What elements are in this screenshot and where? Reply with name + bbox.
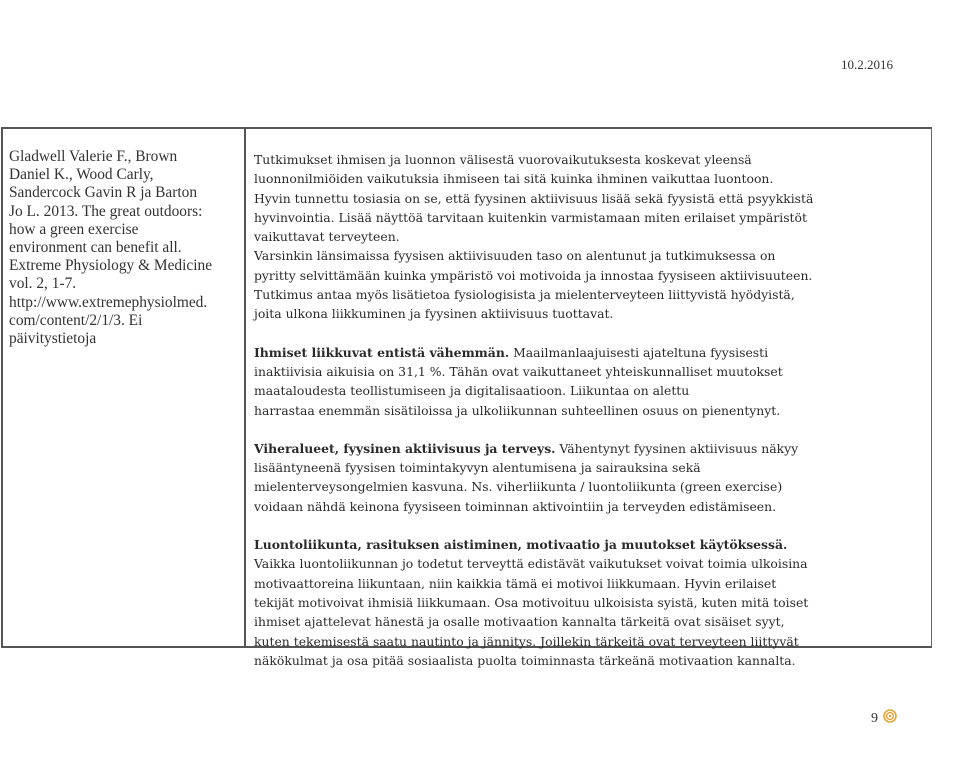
reference-line: päivitystietoja [9, 330, 97, 348]
text-line: hyvinvointia. Lisää näyttöä tarvitaan kuitenkin varmistamaan miten erilaiset ympäristöt [254, 209, 807, 225]
text-line: tekijät motivoivat ihmisiä liikkumaan. Osa motivoituu ulkoisista syistä, kuten mitä toiset [254, 594, 809, 610]
text-line: lisääntyneenä fyysisen toimintakyvyn alentumisena ja sairauksina sekä [254, 460, 701, 476]
section-motivation [254, 535, 928, 670]
reference-line: http://www.extremephysiolmed. [9, 293, 208, 311]
text-line: harrastaa enemmän sisätiloissa ja ulkoliikunnan suhteellinen osuus on pienentynyt. [254, 402, 781, 418]
text-line: vaikuttavat terveyteen. [254, 229, 400, 245]
page-number: 9 [871, 711, 878, 726]
text-line: Vaikka luontoliikunnan jo todetut terveyttä edistävät vaikutukset voivat toimia ulkoisina [254, 556, 808, 572]
section-green-areas [254, 439, 928, 516]
reference-line: Sandercock Gavin R ja Barton [9, 184, 198, 202]
reference-line: vol. 2, 1-7. [9, 275, 77, 293]
reference-line: com/content/2/1/3. Ei [9, 311, 143, 329]
reference-citation [9, 148, 241, 348]
text-line: Vähentynyt fyysinen aktiivisuus näkyy [555, 440, 799, 456]
text-line: maataloudesta teollistumiseen ja digitalisaatioon. Liikuntaa on alettu [254, 383, 690, 399]
text-line: pyritty selvittämään kuinka ympäristö voi motivoida ja innostaa fyysiseen aktiivisuuteen. [254, 267, 813, 283]
text-line: Varsinkin länsimaissa fyysisen aktiivisuuden taso on alentunut ja tutkimuksessa on [254, 248, 776, 264]
text-line: voidaan nähdä keinona fyysiseen toiminnan aktivointiin ja terveyden edistämiseen. [254, 498, 777, 514]
section-heading: Ihmiset liikkuvat entistä vähemmän. [254, 344, 510, 360]
text-line: Tutkimus antaa myös lisätietoa fysiologisista ja mielenterveyteen liittyvistä hyödyistä, [254, 287, 795, 303]
text-line: ihmiset ajattelevat hänestä ja osalle motivaation kannalta tärkeitä ovat sisäiset syyt, [254, 614, 785, 630]
text-line: näkökulmat ja osa pitää sosiaalista puolta toiminnasta tärkeänä motivaation kannalta. [254, 652, 796, 668]
text-line: Tutkimukset ihmisen ja luonnon välisestä vuorovaikutuksesta koskevat yleensä [254, 152, 752, 167]
text-line: motivaattoreina liikuntaan, niin kaikkia tämä ei motivoi liikkumaan. Hyvin erilaiset [254, 575, 777, 591]
table-column-divider [244, 127, 246, 646]
section-heading: Luontoliikunta, rasituksen aistiminen, motivaatio ja muutokset käytöksessä. [254, 537, 788, 553]
reference-line: environment can benefit all. [9, 239, 182, 257]
document-date: 10.2.2016 [841, 57, 893, 72]
section-inactivity [254, 343, 928, 420]
text-line: inaktiivisia aikuisia on 31,1 %. Tähän ovat vaikuttaneet yhteiskunnalliset muutokset [254, 363, 783, 379]
reference-line: Daniel K., Wood Carly, [9, 166, 154, 184]
concentric-circles-icon [883, 709, 897, 723]
text-line: kuten tekemisestä saatu nautinto ja jännitys. Joillekin tärkeitä ovat terveyteen liittyvät [254, 633, 799, 649]
reference-line: Extreme Physiology & Medicine [9, 257, 213, 275]
summary-text [254, 150, 928, 670]
text-line: Hyvin tunnettu tosiasia on se, että fyysinen aktiivisuus lisää sekä fyysistä että psyykkistä [254, 190, 814, 206]
text-line: mielenterveysongelmien kasvuna. Ns. viherliikunta / luontoliikunta (green exercise) [254, 479, 783, 495]
reference-line: how a green exercise [9, 220, 139, 238]
reference-line: Jo L. 2013. The great outdoors: [9, 202, 203, 220]
text-line: joita ulkona liikkuminen ja fyysinen aktiivisuus tuottavat. [254, 306, 614, 322]
text-line: Maailmanlaajuisesti ajateltuna fyysisesti [509, 344, 769, 360]
intro-paragraph [254, 150, 928, 324]
reference-line: Gladwell Valerie F., Brown [9, 148, 178, 165]
section-heading: Viheralueet, fyysinen aktiivisuus ja terveys. [254, 440, 556, 456]
text-line: luonnonilmiöiden vaikutuksia ihmiseen tai sitä kuinka ihminen vaikuttaa luontoon. [254, 171, 774, 187]
